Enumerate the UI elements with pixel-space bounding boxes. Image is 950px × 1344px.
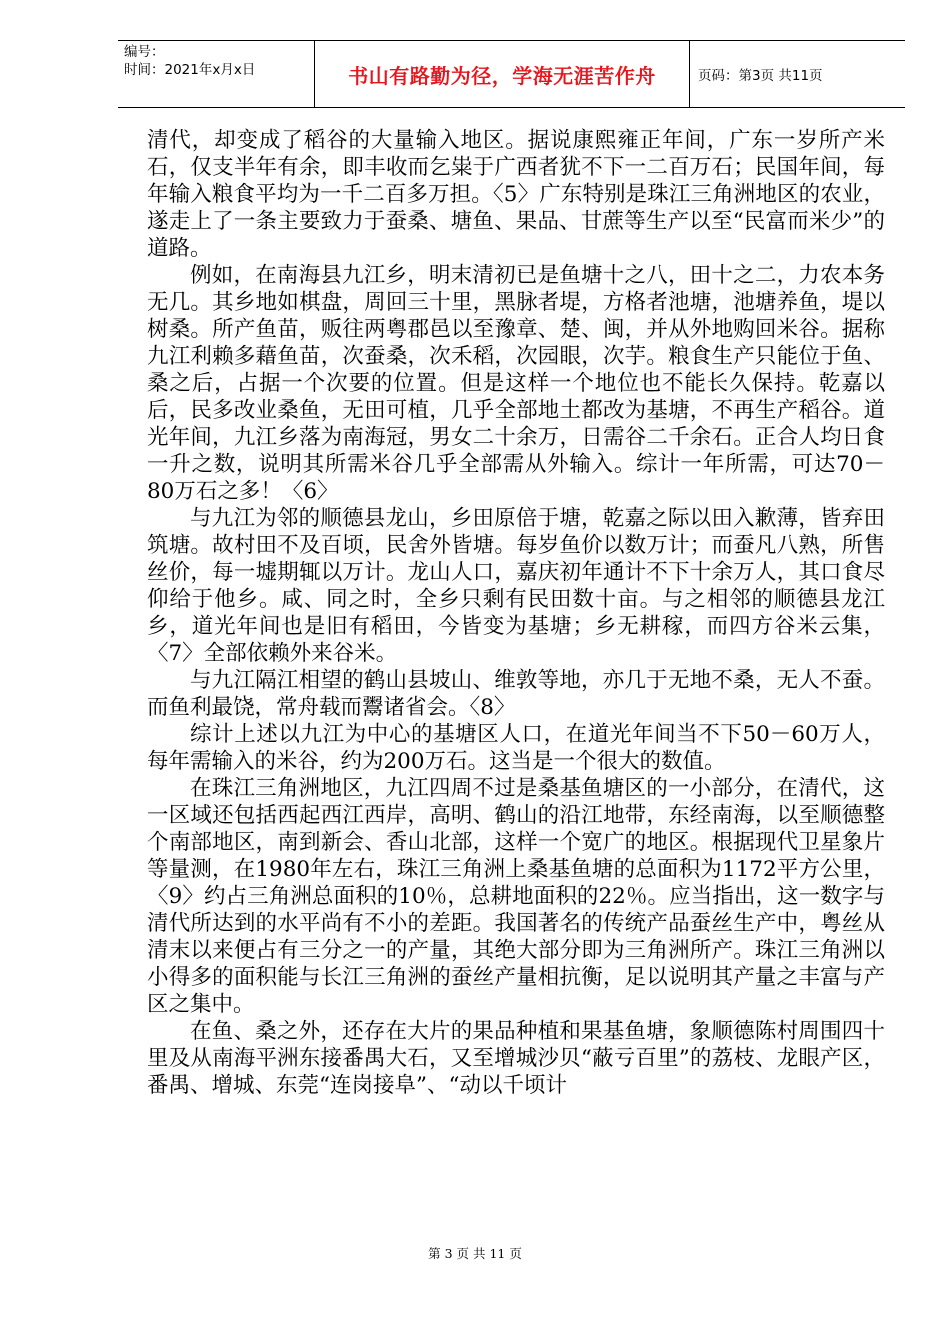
header-meta	[118, 41, 315, 107]
paragraph: 与九江隔江相望的鹤山县坡山、维敦等地，亦几于无地不桑，无人不蚕。而鱼利最饶，常舟载而鬻诸省会。〈8〉	[147, 668, 885, 720]
page-header	[118, 40, 905, 108]
paragraph: 与九江为邻的顺德县龙山，乡田原倍于塘，乾嘉之际以田入歉薄，皆弃田筑塘。故村田不及百顷，民舍外皆塘。每岁鱼价以数万计；而蚕凡八熟，所售丝价，每一墟期辄以万计。龙山人口，嘉庆初年通计不下十余万人，其口食尽仰给于他乡。咸、同之时，全乡只剩有民田数十亩。与之相邻的顺德县龙江乡，道光年间也是旧有稻田，今皆变为基塘；乡无耕稼，而四方谷米云集，〈7〉全部依赖外来谷米。	[147, 506, 885, 666]
paragraph: 在鱼、桑之外，还存在大片的果品种植和果基鱼塘，象顺德陈村周围四十里及从南海平洲东接番禺大石，又至增城沙贝“蔽亏百里”的荔枝、龙眼产区，番禺、增城、东莞“连岗接阜”、“动以千顷计	[147, 1019, 885, 1098]
header-page-label: 页码：第3页 共11页	[698, 68, 823, 84]
paragraph: 在珠江三角洲地区，九江四周不过是桑基鱼塘区的一小部分，在清代，这一区域还包括西起西江西岸，高明、鹤山的沿江地带，东经南海，以至顺德整个南部地区，南到新会、香山北部，这样一个宽广的地区。根据现代卫星象片等量测，在1980年左右，珠江三角洲上桑基鱼塘的总面积为1172平方公里，〈9〉约占三角洲总面积的10％，总耕地面积的22％。应当指出，这一数字与清代所达到的水平尚有不小的差距。我国著名的传统产品蚕丝生产中，粤丝从清末以来便占有三分之一的产量，其绝大部分即为三角洲所产。珠江三角洲以小得多的面积能与长江三角洲的蚕丝产量相抗衡，足以说明其产量之丰富与产区之集中。	[147, 776, 885, 1017]
number-label: 编号：	[124, 44, 165, 60]
header-motto: 书山有路勤为径，学海无涯苦作舟	[315, 41, 690, 107]
time-label: 时间：2021年x月x日	[124, 62, 256, 78]
paragraph: 综计上述以九江为中心的基塘区人口，在道光年间当不下50－60万人，每年需输入的米谷，约为200万石。这当是一个很大的数值。	[147, 722, 885, 774]
body-text	[147, 127, 885, 1099]
paragraph-continued: 清代，却变成了稻谷的大量输入地区。据说康熙雍正年间，广东一岁所产米石，仅支半年有余，即丰收而乞粜于广西者犹不下一二百万石；民国年间，每年输入粮食平均为一千二百多万担。〈5〉广东特别是珠江三角洲地区的农业，遂走上了一条主要致力于蚕桑、塘鱼、果品、甘蔗等生产以至“民富而米少”的道路。	[147, 128, 885, 261]
page-footer: 第 3 页 共 11 页	[428, 1246, 522, 1261]
paragraph: 例如，在南海县九江乡，明末清初已是鱼塘十之八，田十之二，力农本务无几。其乡地如棋盘，周回三十里，黑脉者堤，方格者池塘，池塘养鱼，堤以树桑。所产鱼苗，贩往两粤郡邑以至豫章、楚、闽，并从外地购回米谷。据称九江利赖多藉鱼苗，次蚕桑，次禾稻，次园眼，次芋。粮食生产只能位于鱼、桑之后，占据一个次要的位置。但是这样一个地位也不能长久保持。乾嘉以后，民多改业桑鱼，无田可植，几乎全部地土都改为基塘，不再生产稻谷。道光年间，九江乡落为南海冠，男女二十余万，日需谷二千余石。正合人均日食一升之数，说明其所需米谷几乎全部需从外输入。综计一年所需，可达70－80万石之多！〈6〉	[147, 263, 885, 504]
